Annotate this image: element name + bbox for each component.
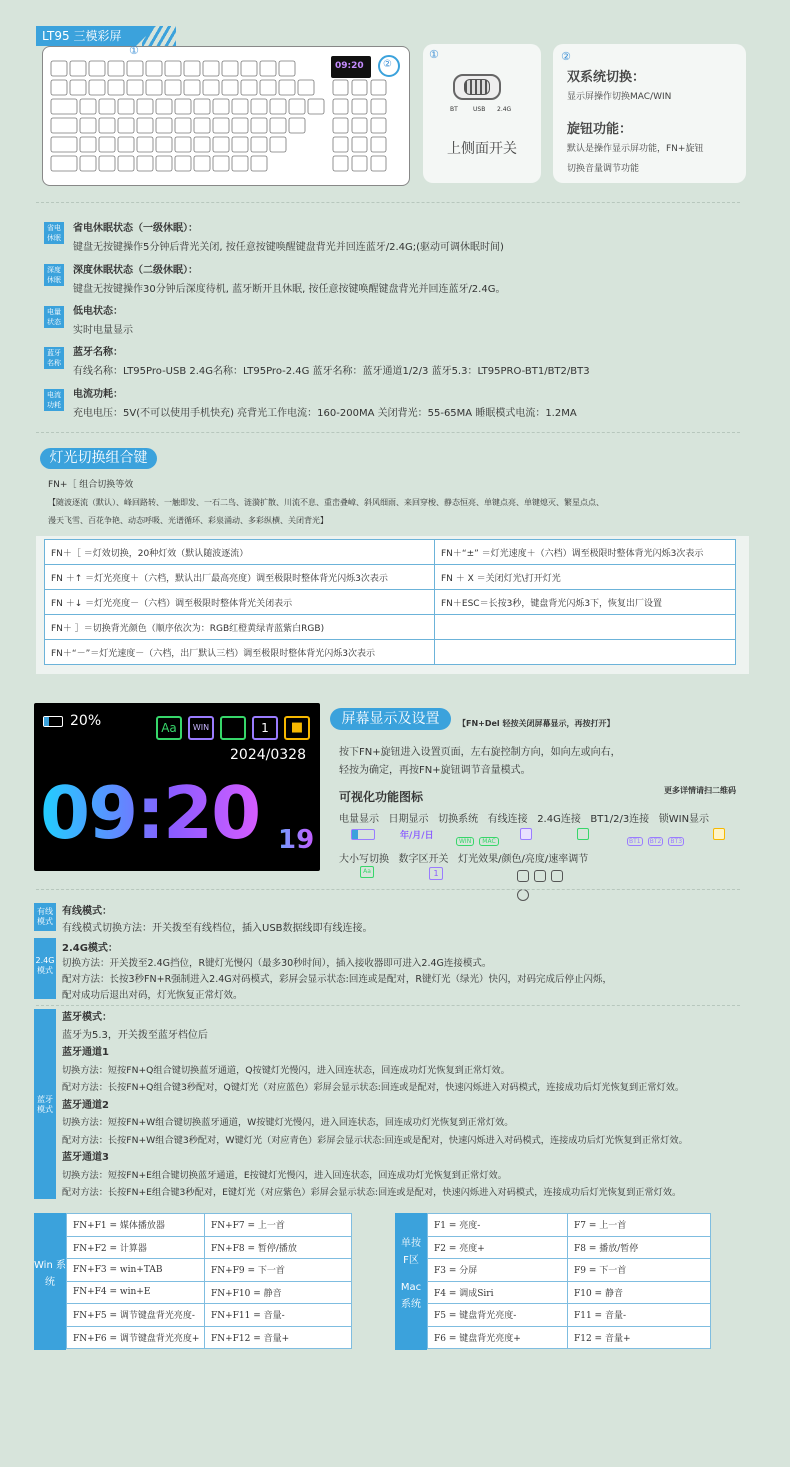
- table-cell: FN ＋ X ＝关闭灯光\打开灯光: [435, 565, 736, 590]
- table-row: FN+F1 = 媒体播放器 FN+F7 = 上一首: [67, 1214, 352, 1237]
- screen-desc-2: 轻按为确定，再按FN+旋钮调节音量模式。: [339, 765, 531, 776]
- sleep-icon: 省电 休眠: [44, 222, 64, 244]
- table-row: [45, 640, 736, 665]
- product-tag: LT95 三模彩屏: [36, 26, 136, 46]
- wired-mini-icon: [520, 828, 532, 840]
- lock-mini-icon: [713, 828, 725, 840]
- battery-status-icon: 电量 状态: [44, 306, 64, 328]
- num-mini-icon: 1: [429, 867, 443, 880]
- screen-note: 【FN+Del 轻按关闭屏幕显示，再按打开】: [458, 719, 615, 728]
- bt-line: 切换方法：短按FN+Q组合键切换蓝牙通道，Q按键灯光慢闪，进入回连状态，回连成功灯光恢复到正常灯效。: [62, 1064, 510, 1076]
- knob-card: [553, 44, 746, 183]
- mac-side-1: 单按 F区: [401, 1238, 421, 1266]
- screen-time: 09:20: [40, 771, 260, 855]
- divider: [36, 889, 740, 890]
- bt-line: 蓝牙通道1: [62, 1047, 109, 1058]
- win-fn-table: [66, 1213, 352, 1349]
- knob-function-title: 旋钮功能：: [567, 122, 633, 137]
- bt-line: 切换方法：短按FN+E组合键切换蓝牙通道，E按键灯光慢闪，进入回连状态，回连成功灯光恢复到正常灯效。: [62, 1169, 507, 1181]
- bt-line: 切换方法：短按FN+W组合键切换蓝牙通道，W按键灯光慢闪，进入回连状态，回连成功灯光恢复到正常灯效。: [62, 1117, 514, 1128]
- bt-line: 配对方法：长按FN+Q组合键3秒配对，Q键灯光（对应蓝色）彩屏会显示状态:回连或是配对，快速闪烁进入对码模式，连接成功后灯光恢复到正常灯效。: [62, 1082, 685, 1093]
- icon-labels-row-2: 大小写切换 数字区开关 灯光效果/颜色/亮度/速率调节: [339, 854, 589, 865]
- mac-side-2: Mac 系统: [400, 1282, 422, 1310]
- table-row: FN+F5 = 调节键盘背光亮度- FN+F11 = 音量-: [67, 1304, 352, 1327]
- win-icon: WIN: [188, 716, 214, 740]
- win-system-label: Win 系统: [34, 1213, 66, 1350]
- table-row: F4 = 调成Siri F10 = 静音: [428, 1281, 711, 1304]
- keyboard-illustration: [42, 46, 410, 186]
- dual-system-desc: 显示屏操作切换MAC/WIN: [567, 92, 672, 102]
- table-row: F6 = 键盘背光亮度+ F12 = 音量+: [428, 1326, 711, 1349]
- switch-icon: [453, 74, 501, 100]
- bt-mini-icon: BT1 BT2 BT3: [629, 838, 683, 845]
- table-cell: FN＋“±” ＝灯光速度＋（六档）调至极限时整体背光闪烁3次表示: [435, 540, 736, 565]
- knob-function-desc-2: 切换音量调节功能: [567, 164, 640, 174]
- divider: [36, 432, 740, 433]
- light-effect-list-2: 漫天飞雪、百花争艳、动态呼吸、光谱循环、彩泉涌动、多彩纵横、关闭背光】: [48, 516, 328, 525]
- table-cell: [435, 615, 736, 640]
- caps-mini-icon: Aa: [360, 866, 374, 878]
- wired-mode-title: 有线模式：: [62, 906, 112, 917]
- bt-line: 蓝牙为5.3，开关拨至蓝牙档位后: [62, 1029, 208, 1041]
- caps-icon: Aa: [156, 716, 182, 740]
- battery-percent: 20%: [70, 713, 102, 729]
- keyboard-screen-time: 09:20: [335, 61, 364, 71]
- table-cell: FN＋“－”＝灯光速度－（六档，出厂默认三档）调至极限时整体背光闪烁3次表示: [45, 640, 435, 665]
- status-title: 蓝牙名称：: [73, 347, 123, 358]
- keyboard-screen: [331, 56, 371, 78]
- combo-table: [44, 539, 736, 665]
- g24-mode-title: 2.4G模式：: [62, 943, 118, 954]
- tag-stripes: [142, 26, 176, 46]
- table-cell: [435, 640, 736, 665]
- status-desc: 有线名称：LT95Pro-USB 2.4G名称：LT95Pro-2.4G 蓝牙名称：蓝牙通道1/2/3 蓝牙5.3：LT95PRO-BT1/BT2/BT3: [73, 366, 590, 377]
- screen-preview: [34, 703, 320, 871]
- divider: [36, 202, 740, 203]
- table-row: FN+F4 = win+E FN+F10 = 静音: [67, 1281, 352, 1304]
- screen-settings-title: 屏幕显示及设置: [330, 708, 451, 730]
- knob-function-desc-1: 默认是操作显示屏功能，FN+旋钮: [567, 144, 704, 154]
- mac-fn-table: [427, 1213, 711, 1349]
- visual-icons-title: 可视化功能图标: [339, 790, 424, 804]
- system-mini-icon: WIN MAC: [456, 828, 499, 847]
- numlock-icon: 1: [252, 716, 278, 740]
- g24-mode-line: 配对成功后退出对码，灯光恢复正常灯效。: [62, 990, 243, 1001]
- light-section-title: 灯光切换组合键: [40, 448, 157, 469]
- table-row: FN+F3 = win+TAB FN+F9 = 下一首: [67, 1259, 352, 1282]
- screen-seconds: 19: [278, 825, 315, 855]
- table-cell: FN＋ESC＝长按3秒，键盘背光闪烁3下，恢复出厂设置: [435, 590, 736, 615]
- mac-system-label: [395, 1213, 427, 1350]
- card-1-number: ①: [429, 48, 439, 61]
- dual-system-title: 双系统切换：: [567, 70, 646, 85]
- divider: [36, 1005, 740, 1006]
- table-row: [45, 565, 736, 590]
- table-row: [45, 540, 736, 565]
- wired-mode-icon: 有线 模式: [34, 903, 56, 931]
- bt-line: 蓝牙模式：: [62, 1012, 112, 1023]
- table-cell: FN＋ ］＝切换背光颜色（顺序依次为：RGB红橙黄绿青蓝紫白RGB): [45, 615, 435, 640]
- switch-label-24g: 2.4G: [497, 106, 512, 113]
- bluetooth-name-icon: 蓝牙 名称: [44, 347, 64, 369]
- battery-mini-icon: [351, 829, 375, 840]
- g24-mode-icon: 2.4G 模式: [34, 938, 56, 999]
- table-row: [45, 615, 736, 640]
- current-icon: 电流 功耗: [44, 389, 64, 411]
- screen-date: 2024/0328: [230, 747, 306, 763]
- lock-icon: ■: [284, 716, 310, 740]
- card-2-number: ②: [561, 50, 571, 63]
- bt-line: 蓝牙通道3: [62, 1152, 109, 1163]
- bt-line: 配对方法：长按FN+E组合键3秒配对，E键灯光（对应紫色）彩屏会显示状态:回连或是配对，快速闪烁进入对码模式，连接成功后灯光恢复到正常灯效。: [62, 1187, 682, 1198]
- marker-1: ①: [129, 44, 139, 57]
- table-row: FN+F2 = 计算器 FN+F8 = 暂停/播放: [67, 1236, 352, 1259]
- battery-icon: [43, 716, 63, 727]
- table-cell: FN ＋↓ ＝灯光亮度－（六档）调至极限时整体背光关闭表示: [45, 590, 435, 615]
- status-desc: 键盘无按键操作5分钟后背光关闭, 按任意按键唤醒键盘背光并回连蓝牙/2.4G;(驱动可调休眠时间): [73, 242, 504, 253]
- table-row: FN+F6 = 调节键盘背光亮度+ FN+F12 = 音量+: [67, 1326, 352, 1349]
- table-row: F5 = 键盘背光亮度- F11 = 音量-: [428, 1304, 711, 1327]
- wireless-icon: [220, 716, 246, 740]
- date-mini-icon: 年/月/日: [400, 831, 434, 841]
- table-cell: FN ＋↑ ＝灯光亮度＋（六档，默认出厂最高亮度）调至极限时整体背光闪烁3次表示: [45, 565, 435, 590]
- screen-desc-1: 按下FN+旋钮进入设置页面，左右旋控制方向，如向左或向右，: [339, 747, 621, 758]
- status-title: 省电休眠状态（一级休眠）：: [73, 223, 198, 234]
- status-title: 低电状态：: [73, 306, 123, 317]
- wired-mode-desc: 有线模式切换方法：开关拨至有线档位，插入USB数据线即有线连接。: [62, 923, 373, 934]
- bt-mode-icon: 蓝牙 模式: [34, 1009, 56, 1199]
- status-desc: 实时电量显示: [73, 325, 133, 336]
- switch-card: [423, 44, 541, 183]
- table-row: [45, 590, 736, 615]
- light-effect-list: 【随波逐流（默认）、峰回路转、一触即发、一石二鸟、涟漪扩散、川流不息、重峦叠嶂、斜风细雨、来回穿梭、静态恒亮、单键点亮、单键熄灭、繁星点点、: [48, 498, 604, 507]
- switch-card-title: 上侧面开关: [447, 141, 517, 157]
- light-sub: FN+［ 组合切换等效: [48, 480, 134, 490]
- status-title: 深度休眠状态（二级休眠）：: [73, 265, 198, 276]
- g24-mode-line: 切换方法：开关拨至2.4G挡位，R键灯光慢闪（最多30秒时间），插入接收器即可进入2.4G连接模式。: [62, 958, 492, 969]
- table-row: F2 = 亮度+ F8 = 播放/暂停: [428, 1236, 711, 1259]
- deep-sleep-icon: 深度 休眠: [44, 264, 64, 286]
- switch-label-usb: USB: [473, 106, 486, 113]
- bt-mode-block: [62, 1009, 772, 1202]
- switch-label-bt: BT: [450, 106, 458, 113]
- table-row: F1 = 亮度- F7 = 上一首: [428, 1214, 711, 1237]
- g24-mode-line: 配对方法：长按3秒FN+R强制进入2.4G对码模式，彩屏会显示状态:回连或是配对，R键灯光（绿光）快闪，对码完成后停止闪烁，: [62, 974, 612, 985]
- status-title: 电流功耗：: [73, 389, 123, 400]
- table-cell: FN＋［ ＝灯效切换，20种灯效（默认随波逐流）: [45, 540, 435, 565]
- marker-2: ②: [383, 59, 392, 70]
- wireless-mini-icon: [577, 828, 589, 840]
- status-desc: 充电电压：5V(不可以使用手机快充) 亮背光工作电流：160-200MA 关闭背光：55-65MA 睡眠模式电流：1.2MA: [73, 408, 577, 419]
- qr-hint: 更多详情请扫二维码: [664, 786, 736, 795]
- status-desc: 键盘无按键操作30分钟后深度待机, 蓝牙断开且休眠, 按任意按键唤醒键盘背光并回连蓝牙/2.4G。: [73, 284, 506, 295]
- table-row: F3 = 分屏 F9 = 下一首: [428, 1259, 711, 1282]
- light-adjust-icon: [517, 867, 577, 880]
- bt-line: 蓝牙通道2: [62, 1099, 109, 1111]
- bt-line: 配对方法：长按FN+W组合键3秒配对，W键灯光（对应青色）彩屏会显示状态:回连或是配对，快速闪烁进入对码模式，连接成功后灯光恢复到正常灯效。: [62, 1134, 688, 1146]
- icon-labels-row-1: 电量显示 日期显示 切换系统 有线连接 2.4G连接 BT1/2/3连接 锁WIN显示: [339, 814, 710, 825]
